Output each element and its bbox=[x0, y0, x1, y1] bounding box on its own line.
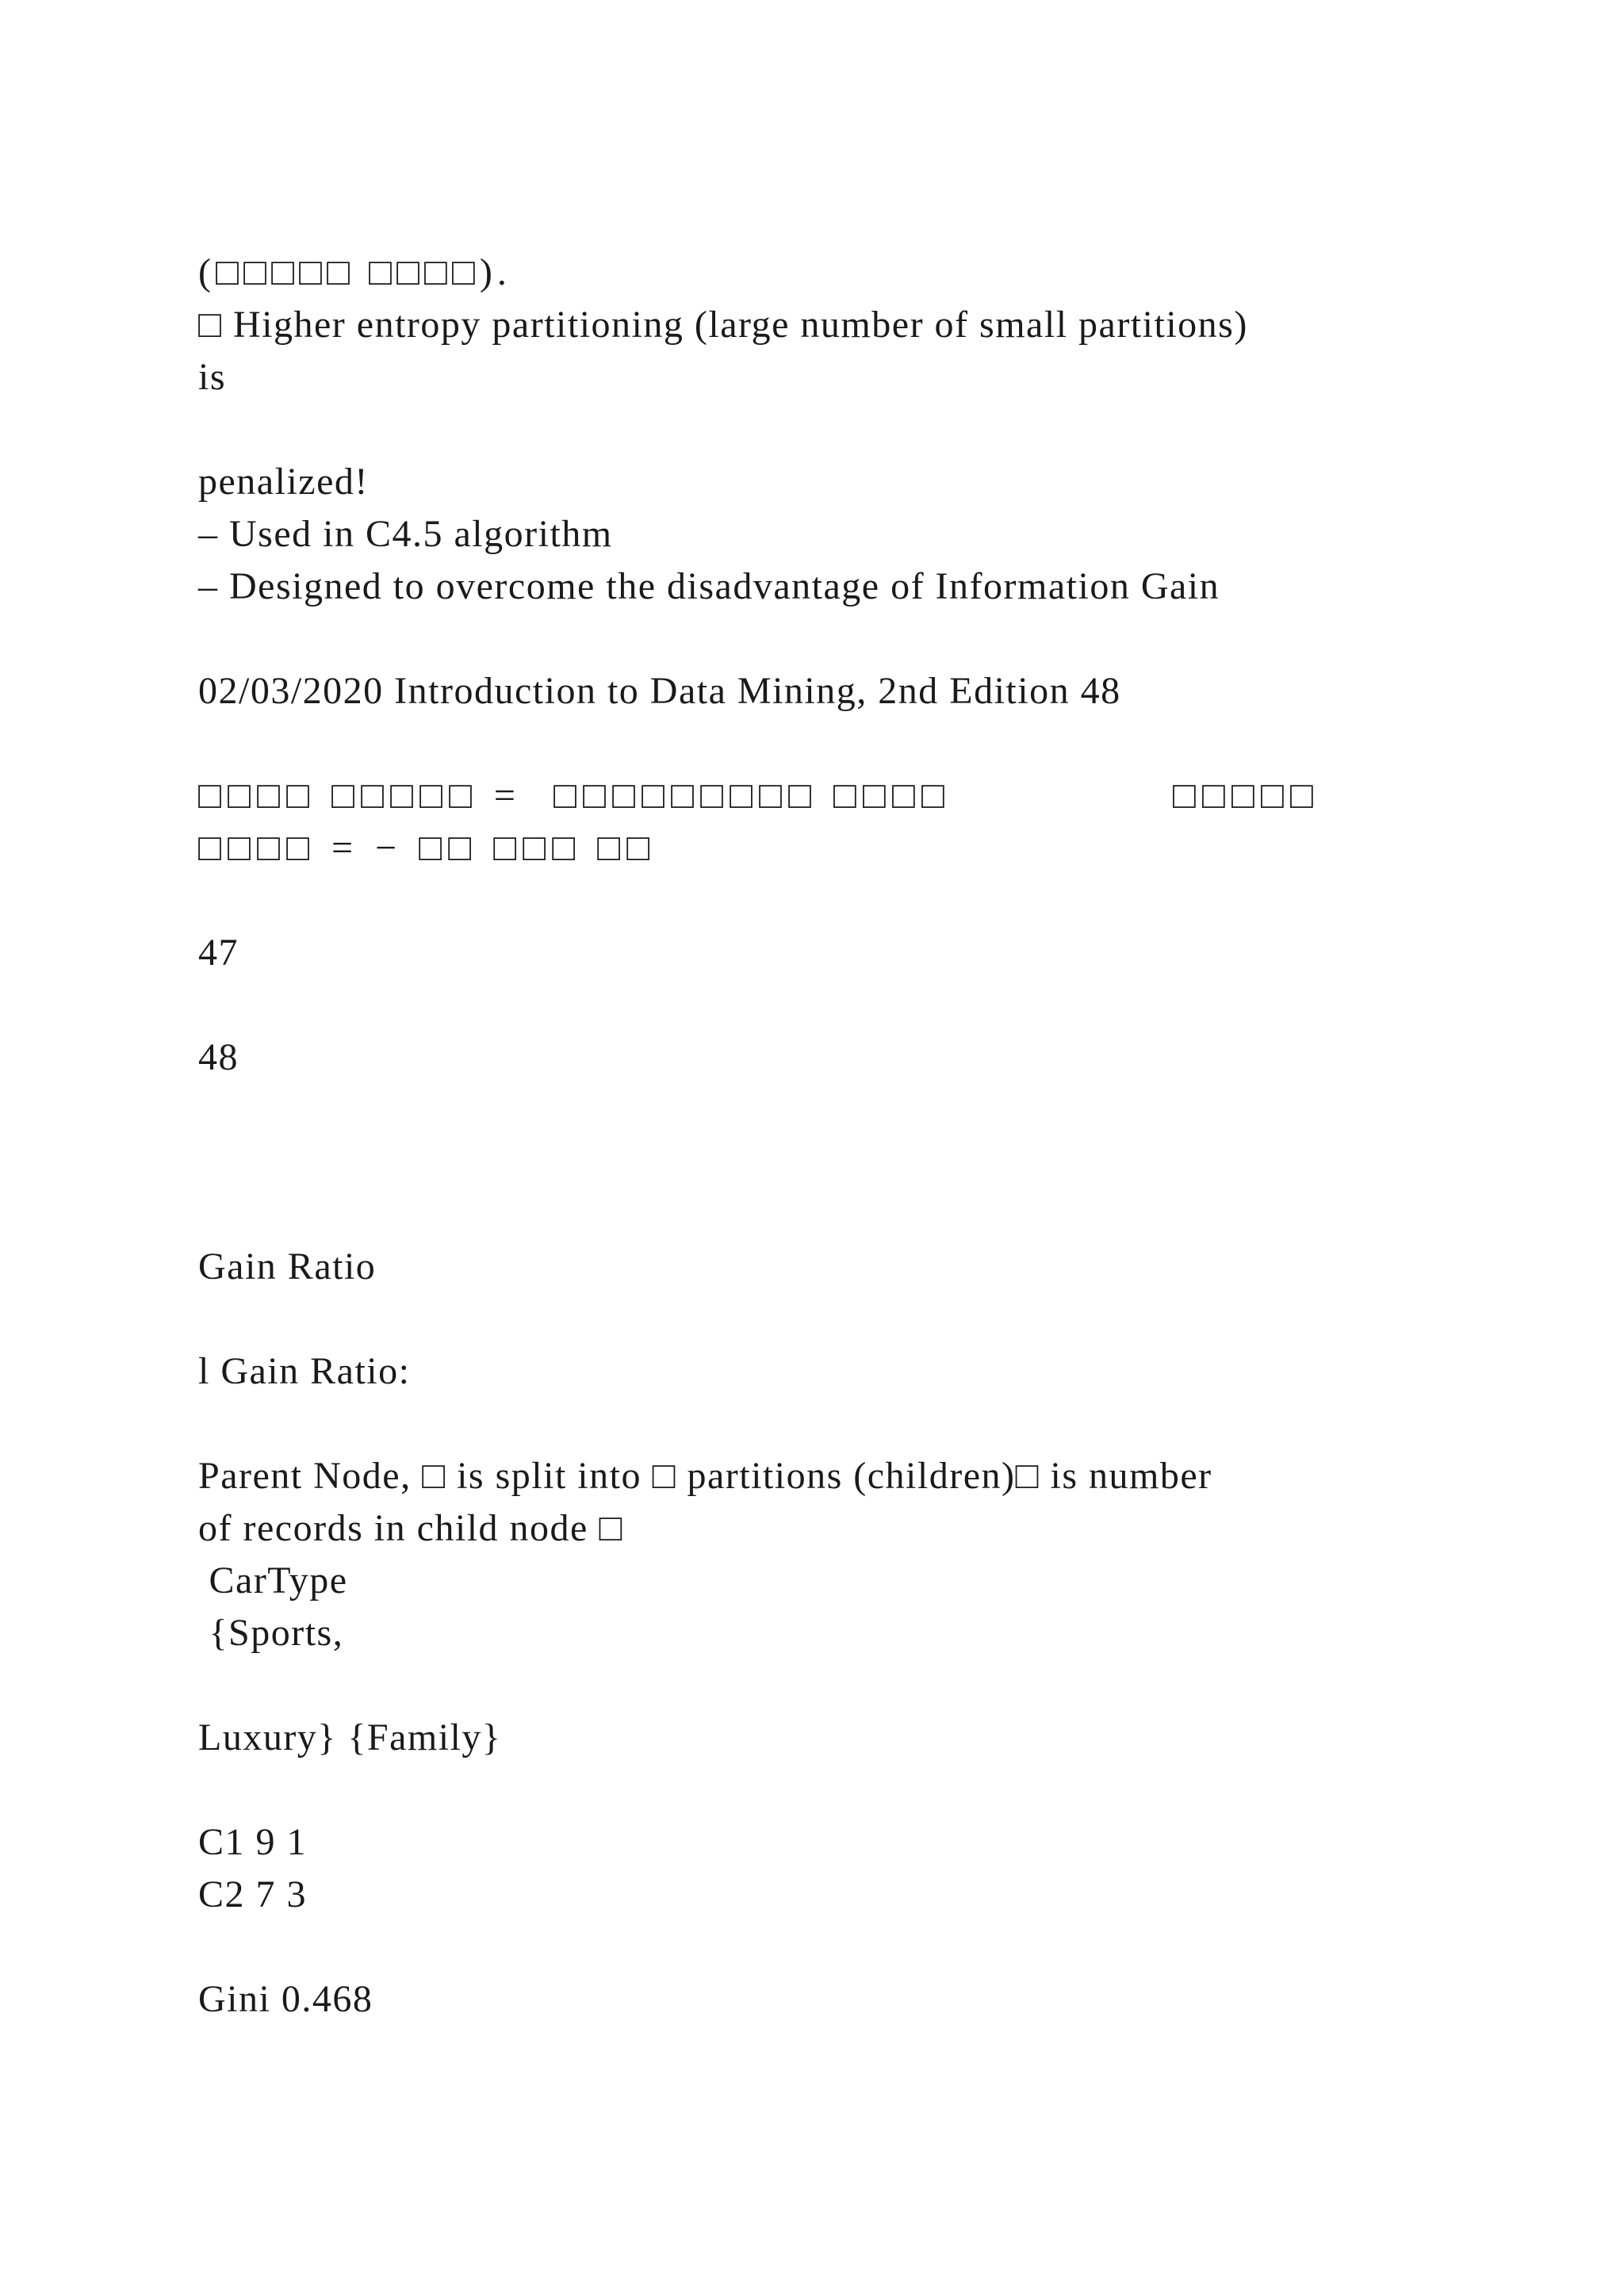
text-line-records-in-child: of records in child node □ bbox=[198, 1507, 623, 1549]
text-line-designed-to-overcome: – Designed to overcome the disadvantage of Information Gain bbox=[198, 565, 1220, 607]
text-line-formula-split-info: □□□□ = − □□ □□□ □□ bbox=[198, 827, 657, 869]
text-line-is: is bbox=[198, 356, 227, 398]
text-line-footer-citation: 02/03/2020 Introduction to Data Mining, 2nd Edition 48 bbox=[198, 670, 1121, 712]
text-line-cartype: CarType bbox=[198, 1559, 348, 1601]
text-line-penalized: penalized! bbox=[198, 461, 369, 503]
text-line-formula-gain-ratio: □□□□ □□□□□ = □□□□□□□□□ □□□□ □□□□□ bbox=[198, 775, 1320, 817]
text-line-used-in-c45: – Used in C4.5 algorithm bbox=[198, 513, 613, 555]
text-line-higher-entropy: □ Higher entropy partitioning (large number of small partitions) bbox=[198, 304, 1248, 346]
text-line-parent-node: Parent Node, □ is split into □ partitions (children)□ is number bbox=[198, 1455, 1212, 1497]
text-line-gini-value: Gini 0.468 bbox=[198, 1978, 373, 2020]
text-line-gain-ratio-bullet: l Gain Ratio: bbox=[198, 1350, 411, 1392]
text-line-c2-counts: C2 7 3 bbox=[198, 1873, 308, 1915]
text-line-luxury-family: Luxury} {Family} bbox=[198, 1716, 502, 1758]
text-line-placeholder-symbols: (□□□□□ □□□□). bbox=[198, 251, 511, 293]
text-line-sports: {Sports, bbox=[198, 1612, 344, 1654]
text-line-c1-counts: C1 9 1 bbox=[198, 1821, 308, 1863]
text-line-heading-gain-ratio: Gain Ratio bbox=[198, 1246, 377, 1288]
text-line-page-number-47: 47 bbox=[198, 932, 239, 974]
text-line-page-number-48: 48 bbox=[198, 1036, 239, 1078]
